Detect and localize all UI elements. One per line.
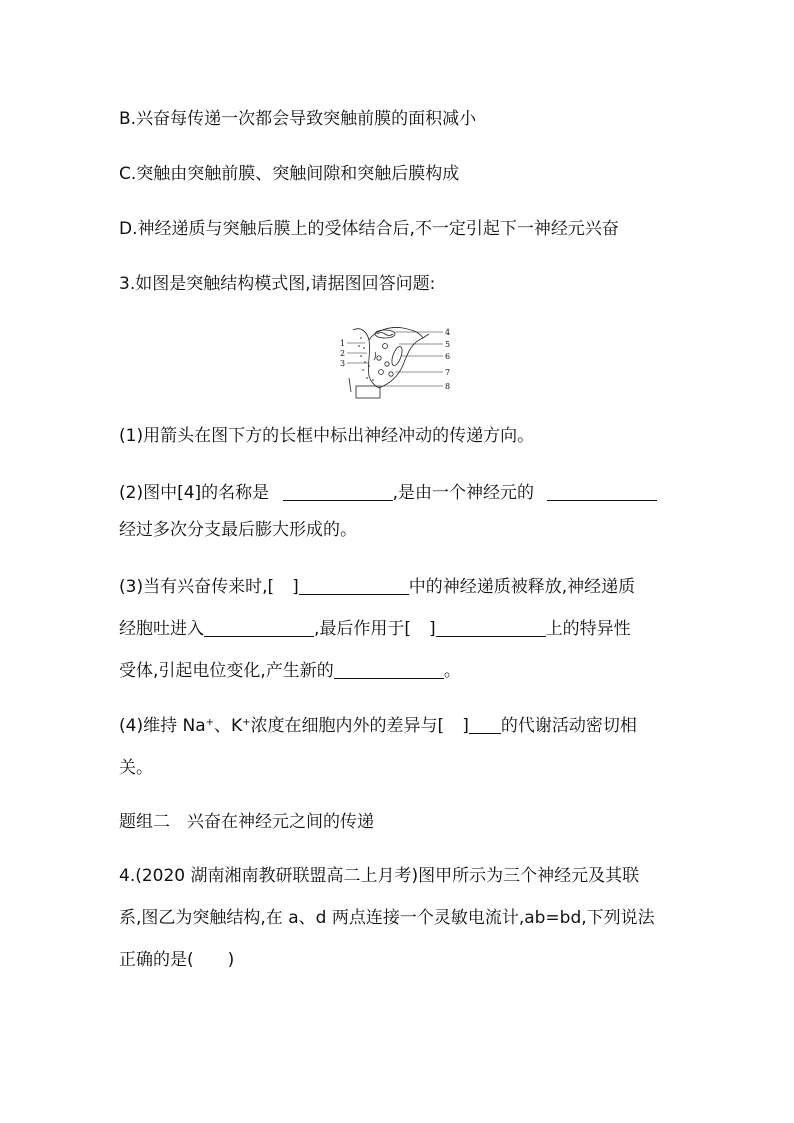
question-3-part-3-line-2 [119,617,631,641]
figure-label-7: 7 [445,368,451,377]
q3-p4-text-c: 浓度在细胞内外的差异与[ [250,716,445,736]
option-d: D.神经递质与突触后膜上的受体结合后,不一定引起下一神经元兴奋 [119,219,619,239]
answer-blank[interactable] [204,618,314,637]
q3-p3-text-e: ,最后作用于[ [314,619,412,639]
figure-label-4: 4 [445,328,451,337]
question-3-part-1: (1)用箭头在图下方的长框中标出神经冲动的传递方向。 [119,426,535,446]
answer-blank[interactable] [469,715,501,734]
answer-blank[interactable] [436,618,546,637]
option-c: C.突触由突触前膜、突触间隙和突触后膜构成 [119,164,460,184]
q3-p2-text-a: (2)图中[4]的名称是 [119,483,270,503]
question-3-part-2-line-1 [119,481,657,505]
q3-p4-text-f: 关。 [119,758,153,778]
question-4-line-1: 4.(2020 湖南湘南教研联盟高二上月考)图甲所示为三个神经元及其联 [119,866,640,886]
q3-p4-text-e: 的代谢活动密切相 [500,716,637,736]
q3-p3-text-i: 。 [443,661,461,681]
question-3-part-3-line-1 [119,575,635,599]
q3-p4-text-a: (4)维持 Na [119,716,206,736]
superscript-plus: + [205,717,215,728]
section-title: 题组二 兴奋在神经元之间的传递 [119,812,374,832]
answer-blank[interactable] [547,482,657,501]
answer-blank[interactable] [299,576,409,595]
answer-blank[interactable] [334,660,444,679]
q3-p3-text-g: 上的特异性 [545,619,631,639]
q3-p3-text-d: 经胞吐进入 [119,619,204,639]
q3-p2-text-c: 经过多次分支最后膨大形成的。 [119,520,357,540]
figure-label-3: 3 [340,359,346,368]
q3-p2-text-b: ,是由一个神经元的 [392,483,534,503]
superscript-plus: + [242,717,251,728]
question-4-line-3: 正确的是( ) [119,950,235,970]
figure-label-8: 8 [445,382,451,391]
q3-p4-text-d: ] [462,716,469,736]
figure-label-6: 6 [445,352,451,361]
question-4-line-2: 系,图乙为突触结构,在 a、d 两点连接一个灵敏电流计,ab=bd,下列说法 [119,908,655,928]
q3-p3-text-h: 受体,引起电位变化,产生新的 [119,661,334,681]
q3-p3-text-c: 中的神经递质被释放,神经递质 [408,577,636,597]
figure-label-5: 5 [445,340,451,349]
q3-p3-text-f: ] [429,619,436,639]
question-3-stem: 3.如图是突触结构模式图,请据图回答问题: [119,274,436,294]
q3-p3-text-b: ] [292,577,299,597]
q3-p3-text-a: (3)当有兴奋传来时,[ [119,577,275,597]
figure-label-2: 2 [340,349,346,358]
question-3-part-4-line-1 [119,714,637,738]
figure-label-1: 1 [340,339,346,348]
question-3-part-3-line-3 [119,659,461,683]
option-b: B.兴奋每传递一次都会导致突触前膜的面积减小 [119,109,477,129]
q3-p4-text-b: 、K [214,716,243,736]
synapse-diagram [339,322,459,400]
answer-blank[interactable] [283,482,393,501]
